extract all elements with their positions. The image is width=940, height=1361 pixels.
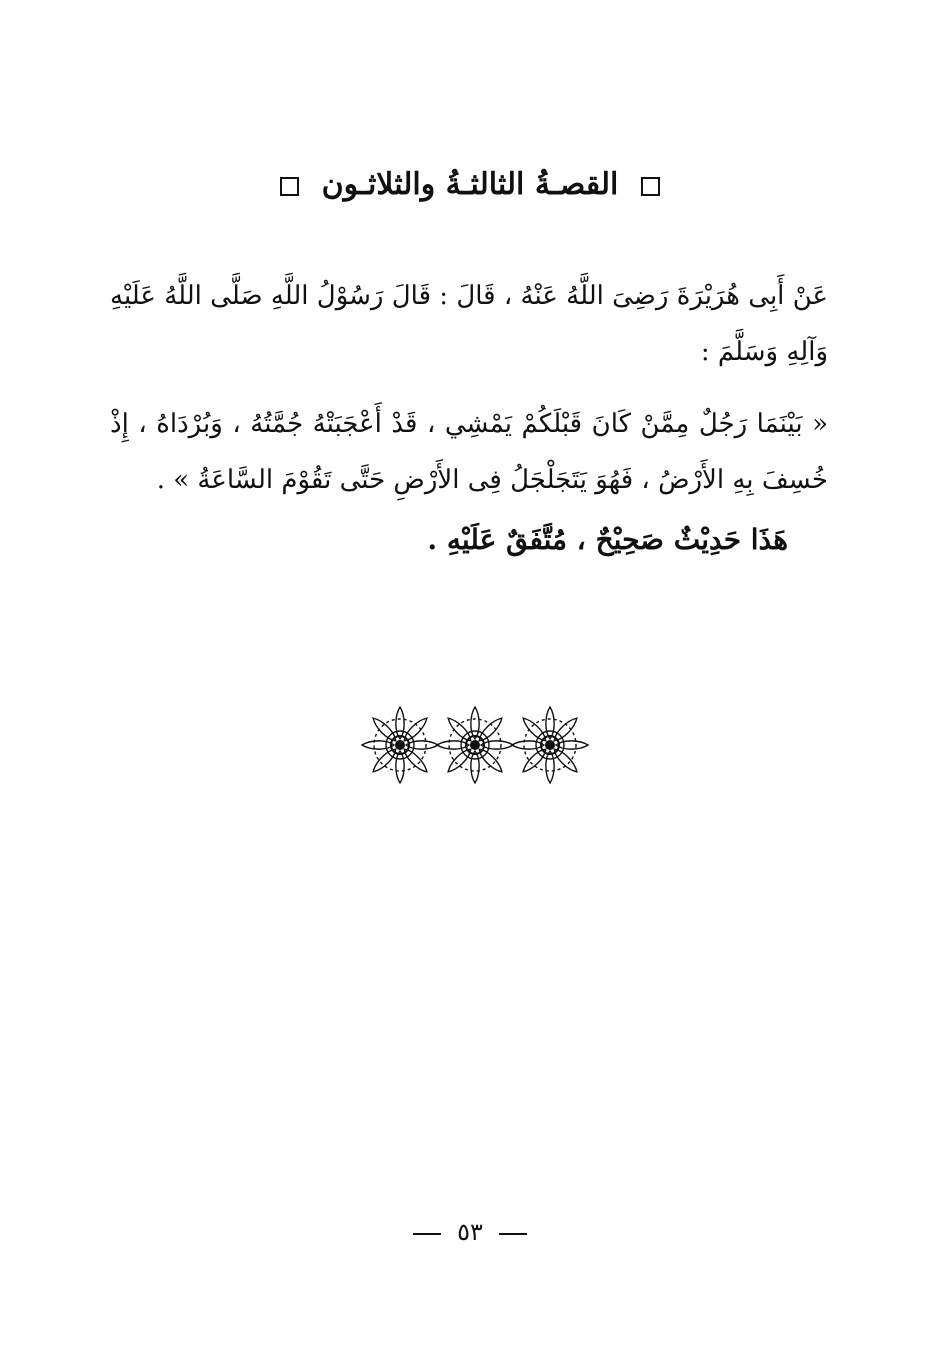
page-number xyxy=(0,1218,940,1246)
story-title: القصـةُ الثالثـةُ والثلاثـون xyxy=(321,167,619,202)
dash-right xyxy=(499,1233,527,1235)
narration-paragraph: عَنْ أَبِى هُرَيْرَةَ رَضِىَ اللَّهُ عَنْهُ ، قَالَ : قَالَ رَسُوْلُ اللَّهِ صَلَّى اللَّهُ عَلَيْهِ وَآلِهِ وَسَلَّمَ : xyxy=(110,281,828,367)
rosette-left xyxy=(362,707,438,783)
page-number-text: ٥٣ xyxy=(457,1218,483,1246)
dash-left xyxy=(413,1233,441,1235)
story-heading xyxy=(0,160,940,210)
rosette-center xyxy=(437,707,513,783)
hadith-text-paragraph: « بَيْنَمَا رَجُلٌ مِمَّنْ كَانَ قَبْلَكُمْ يَمْشِي ، قَدْ أَعْجَبَتْهُ جُمَّتُهُ ، وَبُرْدَاهُ ، إِذْ خُسِفَ بِهِ الأَرْضُ ، فَهُوَ يَتَجَلْجَلُ فِى الأَرْضِ حَتَّى تَقُوْمَ السَّاعَةُ » . xyxy=(110,409,828,495)
rosette-right xyxy=(512,707,588,783)
grading-paragraph: هَذَا حَدِيْثٌ صَحِيْحٌ ، مُتَّفَقٌ عَلَيْهِ . xyxy=(427,523,788,556)
rosette-ornament-icon xyxy=(360,700,590,790)
square-bullet-icon xyxy=(641,177,660,196)
square-bullet-icon xyxy=(280,177,299,196)
